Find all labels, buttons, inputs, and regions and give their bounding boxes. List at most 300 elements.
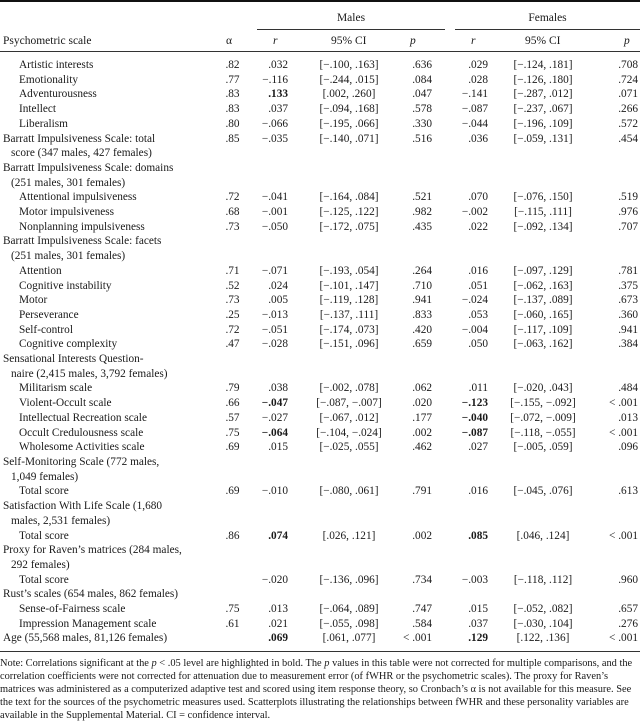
females-ci-cell: [.122, .136]: [516, 632, 570, 645]
males-p-cell: .462: [412, 441, 432, 454]
females-p-cell: .519: [618, 191, 638, 204]
scale-label: Emotionality: [19, 73, 78, 86]
females-r-cell: .015: [468, 603, 488, 616]
table-row: [0, 529, 640, 544]
alpha-cell: [215, 587, 250, 602]
table-row: [0, 381, 640, 396]
scale-label: Sensational Interests Question- naire (2,415 males, 3,792 females): [3, 353, 168, 380]
females-r-cell: .029: [468, 59, 488, 71]
scale-label: Violent-Occult scale: [19, 397, 112, 410]
males-r-cell: −.064: [261, 426, 288, 439]
females-r-cell: [445, 234, 500, 263]
males-p-cell: .941: [412, 294, 432, 307]
males-ci-cell: [−.195, .066]: [319, 117, 379, 130]
males-p-cell: [398, 587, 445, 602]
col-header-alpha: α: [226, 35, 233, 47]
males-ci-cell: [.026, .121]: [322, 529, 376, 542]
scale-label: Attention: [19, 264, 62, 277]
females-p-cell: .976: [618, 206, 638, 219]
table-section-row: [0, 543, 640, 572]
males-p-cell: .047: [412, 88, 432, 101]
females-p-cell: .781: [618, 264, 638, 277]
females-p-cell: .276: [618, 617, 638, 630]
alpha-cell: .66: [225, 397, 240, 410]
females-ci-cell: [.046, .124]: [516, 529, 570, 542]
males-p-cell: .020: [412, 397, 432, 410]
scale-label: Liberalism: [19, 117, 68, 130]
scale-label: Sense-of-Fairness scale: [19, 603, 126, 616]
males-group-header: Males: [336, 12, 366, 24]
table-row: [0, 602, 640, 617]
table-row: [0, 484, 640, 499]
note-text: Note: Correlations significant at the: [0, 658, 152, 669]
females-ci-cell: [500, 234, 586, 263]
table-section-row: [0, 352, 640, 381]
males-ci-cell: [−.025, .055]: [319, 441, 379, 454]
alpha-cell: .75: [225, 603, 240, 616]
males-ci-cell: [−.136, .096]: [319, 573, 379, 586]
col-header-males-p: p: [410, 35, 416, 47]
males-r-cell: .015: [268, 441, 288, 454]
males-p-cell: .420: [412, 323, 432, 336]
males-p-cell: [398, 455, 445, 484]
scale-label: Wholesome Activities scale: [19, 441, 145, 454]
females-p-cell: .657: [618, 603, 638, 616]
table-row: [0, 396, 640, 411]
alpha-cell: [215, 234, 250, 263]
females-r-cell: .011: [468, 382, 488, 395]
females-p-cell: .360: [618, 308, 638, 321]
table-section-row: [0, 455, 640, 484]
col-header-scale: Psychometric scale: [3, 35, 92, 47]
females-p-cell: .071: [618, 88, 638, 101]
alpha-cell: .86: [225, 529, 240, 542]
females-ci-cell: [500, 587, 586, 602]
females-r-cell: .129: [468, 632, 488, 645]
scale-label: Self-Monitoring Scale (772 males, 1,049 females): [3, 455, 160, 483]
table-row: [0, 617, 640, 632]
alpha-cell: .52: [225, 279, 240, 292]
alpha-cell: .25: [225, 308, 240, 321]
females-r-cell: .051: [468, 279, 488, 292]
females-r-cell: −.087: [461, 103, 488, 116]
males-r-cell: −.010: [261, 485, 288, 498]
males-r-cell: .037: [268, 103, 288, 116]
alpha-cell: .68: [225, 206, 240, 219]
males-r-cell: −.050: [261, 220, 288, 233]
table-section-row: [0, 234, 640, 263]
females-p-cell: .484: [618, 382, 638, 395]
alpha-cell: [215, 161, 250, 190]
table-row: [0, 411, 640, 426]
females-ci-cell: [500, 352, 586, 381]
females-ci-cell: [−.237, .067]: [513, 103, 573, 116]
scale-label: Age (55,568 males, 81,126 females): [3, 632, 168, 645]
table-note: [0, 657, 636, 722]
females-p-cell: .708: [618, 59, 638, 71]
females-r-cell: −.002: [461, 206, 488, 219]
table-row: [0, 102, 640, 117]
table-row: [0, 190, 640, 205]
males-ci-cell: [300, 352, 398, 381]
females-r-cell: .016: [468, 264, 488, 277]
males-p-cell: .521: [412, 191, 432, 204]
scale-label: Barratt Impulsiveness Scale: domains (251 males, 301 females): [3, 161, 174, 189]
males-p-cell: .747: [412, 603, 432, 616]
males-ci-cell: [−.164, .084]: [319, 191, 379, 204]
table-row: [0, 426, 640, 441]
males-ci-cell: [300, 499, 398, 528]
males-p-cell: .177: [412, 411, 432, 424]
col-header-females-ci: 95% CI: [525, 35, 561, 47]
males-r-cell: −.035: [261, 132, 288, 145]
scale-label: Nonplanning impulsiveness: [19, 220, 145, 233]
females-ci-cell: [−.092, .134]: [513, 220, 573, 233]
alpha-cell: .57: [225, 411, 240, 424]
scale-label: Barratt Impulsiveness Scale: facets (251 males, 301 females): [3, 235, 162, 263]
males-ci-cell: [300, 234, 398, 263]
males-ci-cell: [−.151, .096]: [319, 338, 379, 351]
col-header-males-ci: 95% CI: [331, 35, 367, 47]
alpha-cell: [215, 352, 250, 381]
scale-label: Rust’s scales (654 males, 862 females): [3, 588, 179, 601]
alpha-cell: .71: [225, 264, 240, 277]
females-r-cell: .037: [468, 617, 488, 630]
females-ci-cell: [−.059, .131]: [513, 132, 573, 145]
females-p-cell: .613: [618, 485, 638, 498]
males-ci-cell: [−.002, .078]: [319, 382, 379, 395]
note-italic-p: p: [324, 658, 330, 669]
females-p-cell: < .001: [609, 397, 638, 410]
scale-label: Total score: [19, 573, 69, 586]
table-row: [0, 440, 640, 455]
table-section-row: [0, 161, 640, 190]
males-r-cell: −.020: [261, 573, 288, 586]
males-r-cell: −.027: [261, 411, 288, 424]
table-row: [0, 337, 640, 352]
table-section-row: [0, 587, 640, 602]
header-rule: [0, 51, 640, 52]
males-r-cell: [250, 499, 300, 528]
males-p-cell: [398, 499, 445, 528]
males-p-cell: .002: [412, 529, 432, 542]
males-group-rule: [257, 29, 445, 30]
correlation-table: [0, 58, 640, 646]
females-p-cell: .960: [618, 573, 638, 586]
females-ci-cell: [−.020, .043]: [513, 382, 573, 395]
males-r-cell: −.047: [261, 397, 288, 410]
females-ci-cell: [−.126, .180]: [513, 73, 573, 86]
table-row: [0, 323, 640, 338]
females-group-header: Females: [528, 12, 567, 24]
males-p-cell: .516: [412, 132, 432, 145]
alpha-cell: .69: [225, 441, 240, 454]
females-ci-cell: [−.118, .112]: [513, 573, 573, 586]
females-ci-cell: [−.062, .163]: [513, 279, 573, 292]
males-ci-cell: [−.080, .061]: [319, 485, 379, 498]
males-ci-cell: [300, 161, 398, 190]
males-ci-cell: [−.244, .015]: [319, 73, 379, 86]
table-row: [0, 573, 640, 588]
alpha-cell: .47: [225, 338, 240, 351]
table-row: [0, 73, 640, 88]
females-p-cell: [586, 499, 640, 528]
males-p-cell: .584: [412, 617, 432, 630]
alpha-cell: .75: [225, 426, 240, 439]
males-p-cell: .435: [412, 220, 432, 233]
note-text: < .05 level are highlighted in bold. The: [156, 658, 325, 669]
females-ci-cell: [−.117, .109]: [513, 323, 573, 336]
table-section-row: [0, 499, 640, 528]
females-r-cell: .022: [468, 220, 488, 233]
bottom-rule: [0, 651, 640, 652]
alpha-cell: .83: [225, 88, 240, 101]
males-ci-cell: [−.125, .122]: [319, 206, 379, 219]
scale-label: Impression Management scale: [19, 617, 157, 630]
males-r-cell: .074: [268, 529, 288, 542]
note-italic-p: p: [151, 658, 157, 669]
females-ci-cell: [500, 499, 586, 528]
males-ci-cell: [−.119, .128]: [319, 294, 379, 307]
alpha-cell: .79: [225, 382, 240, 395]
females-p-cell: .013: [618, 411, 638, 424]
scale-label: Proxy for Raven’s matrices (284 males, 292 females): [3, 544, 182, 571]
table-row: [0, 87, 640, 102]
males-p-cell: .578: [412, 103, 432, 116]
females-ci-cell: [−.118, −.055]: [510, 426, 576, 439]
males-r-cell: [250, 161, 300, 190]
scale-label: Satisfaction With Life Scale (1,680 males, 2,531 females): [3, 500, 163, 527]
males-r-cell: −.051: [261, 323, 288, 336]
females-p-cell: .266: [618, 103, 638, 116]
males-ci-cell: [−.137, .111]: [319, 308, 379, 321]
col-header-females-r: r: [471, 35, 476, 47]
females-p-cell: .375: [618, 279, 638, 292]
females-r-cell: .036: [468, 132, 488, 145]
females-p-cell: .941: [618, 323, 638, 336]
table-row: [0, 58, 640, 73]
scale-label: Perseverance: [19, 308, 79, 321]
males-r-cell: [250, 543, 300, 572]
females-r-cell: .085: [468, 529, 488, 542]
females-ci-cell: [−.072, −.009]: [510, 411, 576, 424]
males-ci-cell: [300, 543, 398, 572]
males-ci-cell: [−.094, .168]: [319, 103, 379, 116]
males-r-cell: [250, 352, 300, 381]
males-ci-cell: [−.104, −.024]: [316, 426, 382, 439]
females-ci-cell: [500, 543, 586, 572]
males-r-cell: −.013: [261, 308, 288, 321]
females-p-cell: [586, 587, 640, 602]
males-ci-cell: [−.140, .071]: [319, 132, 379, 145]
alpha-cell: .72: [225, 191, 240, 204]
females-r-cell: .070: [468, 191, 488, 204]
females-ci-cell: [−.287, .012]: [513, 88, 573, 101]
males-p-cell: .833: [412, 308, 432, 321]
scale-label: Barratt Impulsiveness Scale: total score (347 males, 427 females): [3, 132, 156, 160]
alpha-cell: .85: [225, 132, 240, 145]
females-r-cell: .053: [468, 308, 488, 321]
males-p-cell: .734: [412, 573, 432, 586]
males-p-cell: < .001: [403, 632, 432, 645]
females-r-cell: [445, 352, 500, 381]
scale-label: Self-control: [19, 323, 73, 336]
females-ci-cell: [500, 455, 586, 484]
males-r-cell: .038: [268, 382, 288, 395]
females-r-cell: −.141: [461, 88, 488, 101]
males-r-cell: −.041: [261, 191, 288, 204]
females-p-cell: [586, 455, 640, 484]
males-r-cell: .069: [268, 632, 288, 645]
males-p-cell: .659: [412, 338, 432, 351]
table-row: [0, 279, 640, 294]
females-p-cell: [586, 161, 640, 190]
males-r-cell: −.071: [261, 264, 288, 277]
females-ci-cell: [−.045, .076]: [513, 485, 573, 498]
females-ci-cell: [−.155, −.092]: [510, 397, 576, 410]
females-ci-cell: [−.060, .165]: [513, 308, 573, 321]
males-ci-cell: [−.193, .054]: [319, 264, 379, 277]
males-r-cell: .005: [268, 294, 288, 307]
males-r-cell: −.066: [261, 117, 288, 130]
males-ci-cell: [−.087, −.007]: [316, 397, 382, 410]
males-ci-cell: [−.055, .098]: [319, 617, 379, 630]
males-r-cell: [250, 455, 300, 484]
females-ci-cell: [−.052, .082]: [513, 603, 573, 616]
females-ci-cell: [−.076, .150]: [513, 191, 573, 204]
males-p-cell: [398, 234, 445, 263]
females-r-cell: −.003: [461, 573, 488, 586]
alpha-cell: [215, 573, 250, 588]
alpha-cell: .61: [225, 617, 240, 630]
alpha-cell: .83: [225, 103, 240, 116]
females-r-cell: .028: [468, 73, 488, 86]
alpha-cell: .73: [225, 294, 240, 307]
scale-label: Motor impulsiveness: [19, 206, 115, 219]
males-r-cell: [250, 234, 300, 263]
males-ci-cell: [300, 455, 398, 484]
females-r-cell: [445, 499, 500, 528]
table-row: [0, 293, 640, 308]
males-p-cell: .002: [412, 426, 432, 439]
males-ci-cell: [−.172, .075]: [319, 220, 379, 233]
males-p-cell: .062: [412, 382, 432, 395]
females-p-cell: [586, 234, 640, 263]
scale-label: Cognitive complexity: [19, 338, 118, 351]
females-r-cell: −.087: [461, 426, 488, 439]
males-ci-cell: [300, 587, 398, 602]
alpha-cell: [215, 631, 250, 646]
males-r-cell: .013: [268, 603, 288, 616]
males-p-cell: .791: [412, 485, 432, 498]
females-r-cell: [445, 543, 500, 572]
scale-label: Motor: [19, 294, 48, 307]
males-p-cell: .330: [412, 117, 432, 130]
alpha-cell: .80: [225, 117, 240, 130]
males-ci-cell: [−.174, .073]: [319, 323, 379, 336]
males-ci-cell: [.061, .077]: [322, 632, 376, 645]
females-r-cell: [445, 587, 500, 602]
females-p-cell: .454: [618, 132, 638, 145]
females-p-cell: < .001: [609, 426, 638, 439]
males-p-cell: .982: [412, 206, 432, 219]
table-row: [0, 264, 640, 279]
males-r-cell: [250, 587, 300, 602]
scale-label: Attentional impulsiveness: [19, 191, 137, 204]
table-section-row: [0, 132, 640, 161]
scale-label: Occult Credulousness scale: [19, 426, 144, 439]
females-p-cell: .707: [618, 220, 638, 233]
scale-label: Artistic interests: [19, 59, 94, 71]
males-p-cell: .710: [412, 279, 432, 292]
females-ci-cell: [500, 161, 586, 190]
males-p-cell: [398, 352, 445, 381]
males-ci-cell: [.002, .260]: [322, 88, 376, 101]
females-ci-cell: [−.097, .129]: [513, 264, 573, 277]
females-r-cell: −.040: [461, 411, 488, 424]
males-r-cell: −.028: [261, 338, 288, 351]
table-row: [0, 220, 640, 235]
females-r-cell: .050: [468, 338, 488, 351]
females-ci-cell: [−.115, .111]: [514, 206, 572, 219]
females-r-cell: −.024: [461, 294, 488, 307]
table-row: [0, 308, 640, 323]
scale-label: Adventurousness: [19, 88, 97, 101]
females-p-cell: [586, 543, 640, 572]
scale-label: Intellect: [19, 103, 57, 116]
males-r-cell: .032: [268, 59, 288, 71]
males-p-cell: .084: [412, 73, 432, 86]
females-r-cell: .027: [468, 441, 488, 454]
males-ci-cell: [−.067, .012]: [319, 411, 379, 424]
males-p-cell: [398, 161, 445, 190]
col-header-males-r: r: [273, 35, 278, 47]
scale-label: Cognitive instability: [19, 279, 112, 292]
males-ci-cell: [−.064, .089]: [319, 603, 379, 616]
males-r-cell: −.116: [262, 73, 288, 86]
females-p-cell: < .001: [609, 529, 638, 542]
scale-label: Militarism scale: [19, 382, 93, 395]
scale-label: Intellectual Recreation scale: [19, 411, 147, 424]
males-r-cell: −.001: [261, 206, 288, 219]
table-section-row: [0, 631, 640, 646]
females-ci-cell: [−.196, .109]: [513, 117, 573, 130]
females-ci-cell: [−.030, .104]: [513, 617, 573, 630]
table-row: [0, 117, 640, 132]
males-p-cell: .264: [412, 264, 432, 277]
females-r-cell: −.004: [461, 323, 488, 336]
females-r-cell: .016: [468, 485, 488, 498]
males-p-cell: [398, 543, 445, 572]
alpha-cell: .72: [225, 323, 240, 336]
males-r-cell: .024: [268, 279, 288, 292]
females-r-cell: [445, 455, 500, 484]
females-p-cell: .384: [618, 338, 638, 351]
females-ci-cell: [−.063, .162]: [513, 338, 573, 351]
females-ci-cell: [−.137, .089]: [513, 294, 573, 307]
females-group-rule: [455, 29, 640, 30]
females-p-cell: .673: [618, 294, 638, 307]
males-r-cell: .021: [268, 617, 288, 630]
alpha-cell: .82: [225, 59, 240, 71]
top-rule: [0, 0, 640, 2]
note-text: values in this table were not corrected for multiple comparisons, and the correlation coefficients were not corrected for attenuation due to measurement error (of fWHR or the psychometric scales). The proxy for Raven’s matrices was administered as a computerized adaptive test and scored using item response theory, so Cronbach’s α is not available for this measure. See the text for the sources of the psychometric measures used. Scatterplots illustrating the relationships between fWHR and these personality variables are available in the Supplemental Material. CI = confidence interval.: [0, 658, 633, 721]
females-p-cell: .096: [618, 441, 638, 454]
alpha-cell: .73: [225, 220, 240, 233]
females-r-cell: −.123: [461, 397, 488, 410]
alpha-cell: .69: [225, 485, 240, 498]
females-r-cell: [445, 161, 500, 190]
